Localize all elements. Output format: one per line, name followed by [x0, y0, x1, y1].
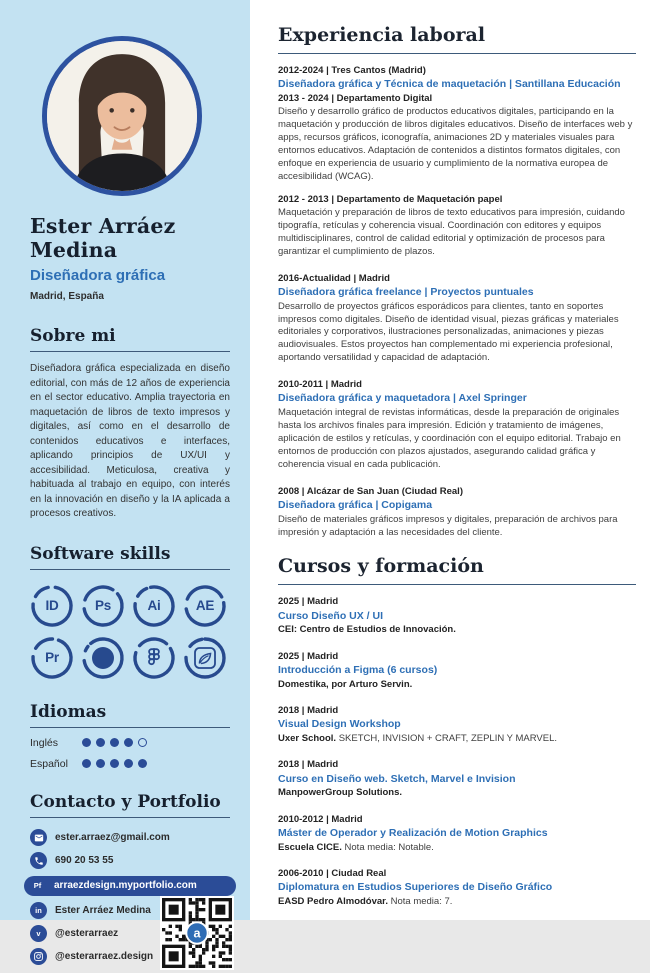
- about-heading: Sobre mi: [30, 326, 230, 352]
- portfolio-url: arraezdesign.myportfolio.com: [54, 880, 197, 891]
- course-title: Introducción a Figma (6 cursos): [278, 664, 438, 677]
- experience-entry: [278, 272, 636, 366]
- phone-icon: [30, 852, 47, 869]
- courses-heading: Cursos y formación: [278, 555, 636, 585]
- entry-title: Diseñadora gráfica | Copigama: [278, 498, 433, 511]
- course-period-location: 2018 | Madrid: [278, 759, 339, 771]
- entry-description: Desarrollo de proyectos gráficos esporádicos para clientes, tanto en soportes impresos como digitales. Diseño de identidad visual, piezas gráficas y materiales editoriales y corporativos, ilustraciones personalizadas, animaciones y piezas audiovisuales. Estos proyectos han complementado mi experiencia profesional, aportando versatilidad y capacidad de adaptación.: [278, 300, 619, 364]
- skill-photoshop-icon: Ps: [81, 584, 125, 628]
- language-row: [30, 737, 230, 749]
- course-org: Uxer School. SKETCH, INVISION + CRAFT, ZEPLIN Y MARVEL.: [278, 733, 558, 745]
- course-entry: [278, 758, 636, 799]
- main-column: [278, 24, 636, 921]
- entry-title: Diseñadora gráfica freelance | Proyectos puntuales: [278, 285, 534, 298]
- course-entry: [278, 704, 636, 745]
- level-dot-filled: [110, 759, 119, 768]
- course-org: Escuela CICE. Nota media: Notable.: [278, 841, 434, 853]
- course-title: Máster de Operador y Realización de Motion Graphics: [278, 826, 548, 839]
- skill-figma-icon: [132, 636, 176, 680]
- instagram-icon: [30, 948, 47, 965]
- sidebar: [0, 0, 250, 962]
- entry-description: Diseño y desarrollo gráfico de productos educativos digitales, participando en la maquetación y producción de libros digitales educativos. Diseño de interfaces web y apps, recursos gráficos, iconografía, animaciones 2D y materiales visuales para entornos educativos. Adaptación de contenidos a distintos formatos digitales, con enfoque en experiencia de usuario y cumplimiento de la normativa europea de accesibilidad (WCAG).: [278, 106, 633, 182]
- about-text: Diseñadora gráfica especializada en diseño editorial, con más de 12 años de experiencia en el sector educativo. Amplia trayectoria en maquetación de libros de texto impresos y digitales, así como en el desarrollo de contenidos educativos e interfaces, aplicando principios de UX/UI y accesibilidad. Meticulosa, creativa y habituada al trabajo en equipo, con interés en la innovación en diseño y la IA aplicada a procesos creativos.: [30, 363, 230, 519]
- course-period-location: 2025 | Madrid: [278, 650, 339, 662]
- contact-list: [30, 830, 230, 965]
- course-org: CEI: Centro de Estudios de Innovación.: [278, 624, 456, 636]
- person-location: Madrid, España: [30, 291, 104, 302]
- experience-entry: [278, 485, 636, 540]
- language-label: Inglés: [30, 736, 59, 749]
- contact-email[interactable]: [30, 830, 230, 846]
- course-entry: [278, 813, 636, 854]
- skill-leaf-app-icon: [183, 636, 227, 680]
- portfolio-icon: Pf: [29, 877, 46, 894]
- entry-title: Diseñadora gráfica y maquetadora | Axel Springer: [278, 392, 527, 405]
- course-title: Visual Design Workshop: [278, 718, 401, 731]
- skill-after-effects-icon: AE: [183, 584, 227, 628]
- level-dot-filled: [110, 738, 119, 747]
- linkedin-text: Ester Arráez Medina: [55, 905, 151, 916]
- person-name: Ester Arráez Medina: [30, 214, 176, 262]
- entry-description: Diseño de materiales gráficos impresos y digitales, preparación de archivos para impresión y adaptación a las necesidades del cliente.: [278, 513, 618, 538]
- person-role: Diseñadora gráfica: [30, 267, 166, 284]
- entry-period-location: 2016-Actualidad | Madrid: [278, 272, 390, 284]
- level-dot-filled: [82, 738, 91, 747]
- phone-text: 690 20 53 55: [55, 855, 114, 866]
- portrait-illustration: [47, 41, 197, 191]
- svg-text:a: a: [193, 925, 201, 940]
- entry-title: Diseñadora gráfica y Técnica de maquetación | Santillana Educación: [278, 78, 621, 91]
- skill-filled-circle-app-icon: [81, 636, 125, 680]
- course-title: Diplomatura en Estudios Superiores de Diseño Gráfico: [278, 881, 553, 894]
- entry-subperiod: 2013 - 2024 | Departamento Digital: [278, 92, 433, 104]
- email-text: ester.arraez@gmail.com: [55, 832, 170, 843]
- level-dot-filled: [82, 759, 91, 768]
- experience-entry: [278, 64, 636, 259]
- contact-heading: Contacto y Portfolio: [30, 792, 230, 818]
- skill-premiere-icon: Pr: [30, 636, 74, 680]
- level-dot-empty: [138, 738, 147, 747]
- languages-heading: Idiomas: [30, 702, 230, 728]
- skill-indesign-icon: ID: [30, 584, 74, 628]
- contact-portfolio[interactable]: [24, 876, 236, 896]
- course-entry: [278, 867, 636, 908]
- course-period-location: 2025 | Madrid: [278, 596, 339, 608]
- entry-description: Maquetación y preparación de libros de texto educativos para impresión, cuidando tipografía, retículas y coherencia visual. Coordinación con editores y equipos multidisciplinares, control de calidad editorial y optimización de procesos para garantizar el cumplimiento de plazos.: [278, 207, 625, 257]
- course-org: ManpowerGroup Solutions.: [278, 787, 403, 799]
- linkedin-icon: in: [30, 902, 47, 919]
- vimeo-icon: v: [30, 925, 47, 942]
- experience-entries: [278, 64, 636, 539]
- language-level-dots: [82, 759, 147, 768]
- entry-period-location: 2012-2024 | Tres Cantos (Madrid): [278, 65, 426, 76]
- course-period-location: 2006-2010 | Ciudad Real: [278, 867, 387, 879]
- experience-heading: Experiencia laboral: [278, 24, 636, 54]
- course-entry: [278, 650, 636, 691]
- skills-heading: Software skills: [30, 544, 230, 570]
- course-period-location: 2010-2012 | Madrid: [278, 813, 363, 825]
- language-row: [30, 758, 230, 770]
- entry-period-location: 2008 | Alcázar de San Juan (Ciudad Real): [278, 485, 463, 497]
- entry-description: Maquetación integral de revistas informáticas, desde la preparación de originales hasta los archivos finales para impresión. Edición y tratamiento de imágenes, aplicación de estilos y retículas, y coordinación con el equipo editorial. Trabajo en entornos de producción con plazos ajustados, asegurando calidad gráfica y coherencia visual en cada publicación.: [278, 407, 621, 470]
- entry-period-location: 2010-2011 | Madrid: [278, 379, 362, 391]
- experience-entry: [278, 378, 636, 472]
- course-entry: [278, 595, 636, 636]
- language-label: Español: [30, 757, 68, 770]
- course-title: Curso en Diseño web. Sketch, Marvel e Invision: [278, 772, 516, 785]
- email-icon: [30, 829, 47, 846]
- contact-phone[interactable]: [30, 853, 230, 869]
- course-org: Domestika, por Arturo Servin.: [278, 678, 413, 690]
- qr-code: [160, 896, 234, 970]
- instagram-text: @esterarraez.design: [55, 951, 154, 962]
- skill-illustrator-icon: Ai: [132, 584, 176, 628]
- course-entries: [278, 595, 636, 908]
- profile-photo: [42, 36, 202, 196]
- level-dot-filled: [96, 738, 105, 747]
- course-period-location: 2018 | Madrid: [278, 705, 339, 717]
- level-dot-filled: [124, 738, 133, 747]
- level-dot-filled: [138, 759, 147, 768]
- language-level-dots: [82, 738, 147, 747]
- entry-subperiod: 2012 - 2013 | Departamento de Maquetación papel: [278, 193, 503, 205]
- software-skills-grid: [30, 584, 230, 680]
- vimeo-text: @esterarraez: [55, 928, 119, 939]
- level-dot-filled: [124, 759, 133, 768]
- course-title: Curso Diseño UX / UI: [278, 609, 384, 622]
- level-dot-filled: [96, 759, 105, 768]
- course-org: EASD Pedro Almodóvar. Nota media: 7.: [278, 895, 453, 907]
